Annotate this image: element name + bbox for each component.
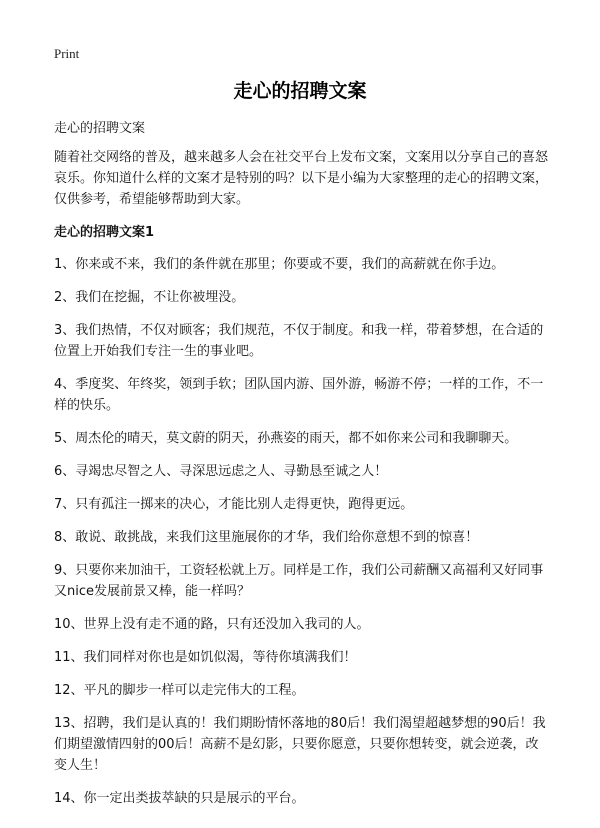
list-item: 11、我们同样对你也是如饥似渴，等待你填满我们！	[54, 650, 357, 665]
list-item: 12、平凡的脚步一样可以走完伟大的工程。	[54, 683, 305, 698]
document-content	[54, 118, 548, 821]
document-subtitle: 走心的招聘文案	[54, 121, 146, 136]
list-item: 9、只要你来加油干，工资轻松就上万。同样是工作，我们公司薪酬又高福利又好同事又nice发展前景又棒，能一样吗？	[54, 563, 544, 599]
list-item: 6、寻竭忠尽智之人、寻深思远虑之人、寻勤恳至诚之人！	[54, 464, 388, 479]
list-item: 4、季度奖、年终奖，领到手软；团队国内游、国外游，畅游不停；一样的工作，不一样的快乐。	[54, 377, 544, 413]
list-item: 5、周杰伦的晴天，莫文蔚的阴天，孙燕姿的雨天，都不如你来公司和我聊聊天。	[54, 431, 518, 446]
list-item: 3、我们热情，不仅对顾客；我们规范，不仅于制度。和我一样，带着梦想，在合适的位置上开始我们专注一生的事业吧。	[54, 323, 544, 359]
list-item: 1、你来或不来，我们的条件就在那里；你要或不要，我们的高薪就在你手边。	[54, 257, 505, 272]
page-title: 走心的招聘文案	[233, 80, 367, 102]
list-item: 10、世界上没有走不通的路，只有还没加入我司的人。	[54, 617, 370, 632]
list-item: 7、只有孤注一掷来的决心，才能比别人走得更快，跑得更远。	[54, 497, 414, 512]
intro-paragraph: 随着社交网络的普及，越来越多人会在社交平台上发布文案，文案用以分享自己的喜怒哀乐。你知道什么样的文案才是特别的吗？以下是小编为大家整理的走心的招聘文案，仅供参考，希望能够帮助到大家。	[54, 150, 549, 207]
list-item: 2、我们在挖掘，不让你被埋没。	[54, 290, 245, 305]
list-item: 14、你一定出类拔萃缺的只是展示的平台。	[54, 791, 305, 806]
section-heading: 走心的招聘文案1	[54, 225, 155, 240]
print-link[interactable]: Print	[54, 46, 80, 61]
list-item: 8、敢说、敢挑战，来我们这里施展你的才华，我们给你意想不到的惊喜！	[54, 530, 479, 545]
list-item: 13、招聘，我们是认真的！我们期盼情怀落地的80后！我们渴望超越梦想的90后！我们期望激情四射的00后！高薪不是幻影，只要你愿意，只要你想转变，就会逆袭，改变人生！	[54, 716, 546, 773]
